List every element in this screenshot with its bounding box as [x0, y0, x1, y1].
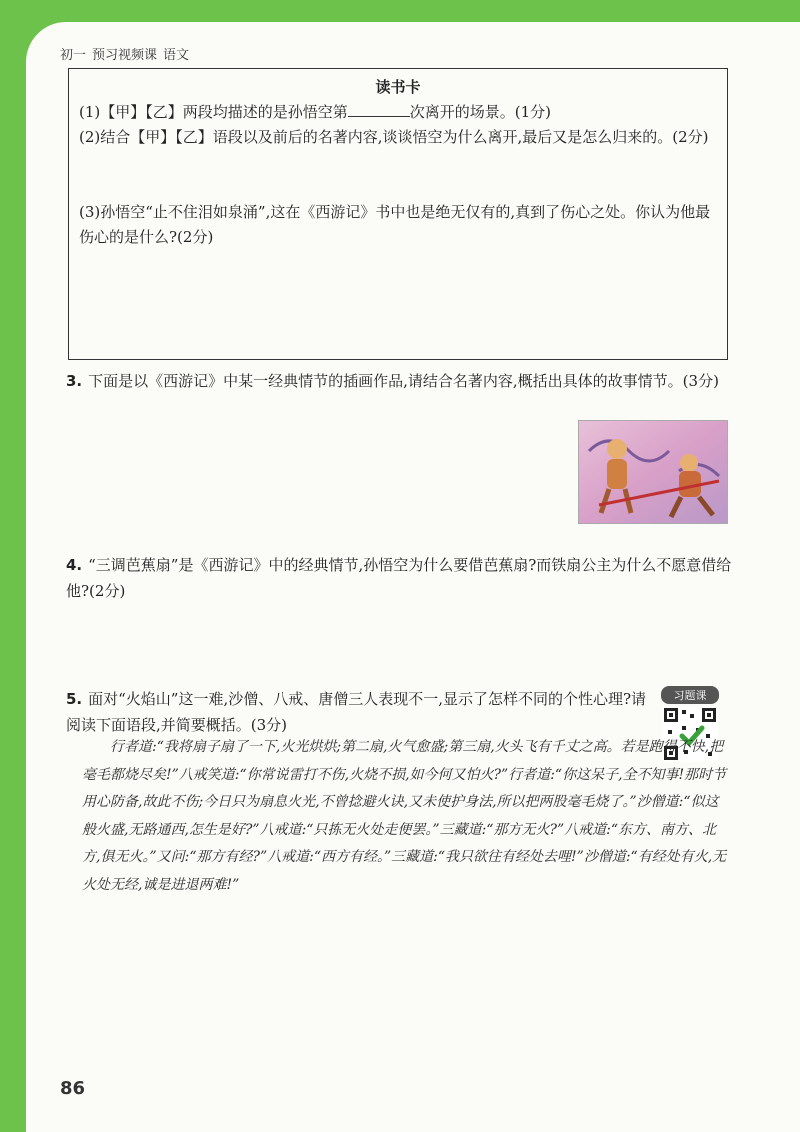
header-course: 预习视频课: [92, 48, 158, 63]
card-title: 读书卡: [375, 78, 421, 96]
question-4: [66, 552, 736, 604]
qr-label: 习题课: [661, 686, 719, 704]
header-grade: 初一: [60, 48, 87, 63]
card-q1-before: (1)【甲】【乙】两段均描述的是孙悟空第: [79, 103, 348, 121]
question-3-number: 3.: [66, 372, 83, 390]
illustration-image: [578, 420, 728, 524]
passage: [82, 734, 732, 899]
card-question-1: [79, 100, 717, 125]
question-4-text: “三调芭蕉扇”是《西游记》中的经典情节,孙悟空为什么要借芭蕉扇?而铁扇公主为什么不愿意借给他?(2分): [66, 556, 732, 600]
reading-card: [68, 68, 728, 360]
question-5-text: 面对“火焰山”这一难,沙僧、八戒、唐僧三人表现不一,显示了怎样不同的个性心理?请阅读下面语段,并简要概括。(3分): [66, 690, 647, 734]
passage-text: 行者道:“我将扇子扇了一下,火光烘烘;第二扇,火气愈盛;第三扇,火头飞有千丈之高。若是跑得不快,把毫毛都烧尽矣!”八戒笑道:“你常说雷打不伤,火烧不损,如今何又怕火?”行者道:“你这呆子,全不知事!那时节用心防备,故此不伤;今日只为扇息火光,不曾捻避火诀,又未使护身法,所以把两股毫毛烧了。”沙僧道:“似这般火盛,无路通西,怎生是好?”八戒道:“只拣无火处走便罢。”三藏道:“那方无火?”八戒道:“东方、南方、北方,俱无火。”又问:“那方有经?”八戒道:“西方有经。”三藏道:“我只欲往有经处去哩!”沙僧道:“有经处有火,无火处无经,诚是进退两难!”: [82, 739, 727, 893]
header-subject: 语文: [163, 48, 190, 63]
question-3-text: 下面是以《西游记》中某一经典情节的插画作品,请结合名著内容,概括出具体的故事情节。(3分): [88, 372, 719, 390]
answer-blank[interactable]: [348, 101, 410, 117]
question-3: [66, 368, 736, 394]
question-5: [66, 686, 652, 738]
card-question-2: (2)结合【甲】【乙】语段以及前后的名著内容,谈谈悟空为什么离开,最后又是怎么归来的。(2分): [79, 128, 709, 146]
question-5-number: 5.: [66, 690, 83, 708]
page-number: 86: [60, 1078, 86, 1099]
illustration-drawing: [579, 421, 728, 524]
card-question-3: (3)孙悟空“止不住泪如泉涌”,这在《西游记》书中也是绝无仅有的,真到了伤心之处。你认为他最伤心的是什么?(2分): [79, 203, 711, 246]
question-4-number: 4.: [66, 556, 83, 574]
page-header: [60, 44, 189, 63]
card-q1-after: 次离开的场景。(1分): [409, 103, 551, 121]
